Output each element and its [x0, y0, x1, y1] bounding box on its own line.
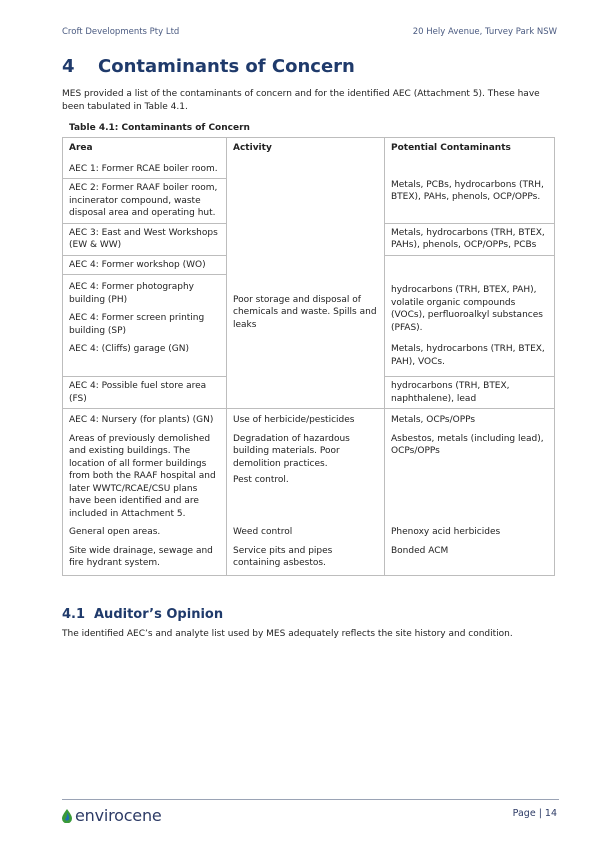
activity-text: Degradation of hazardous building materials. Poor demolition practices.: [233, 433, 350, 469]
company-logo: [62, 806, 162, 825]
contaminants-table: [62, 137, 555, 576]
area-cell: AEC 1: Former RCAE boiler room.: [63, 160, 227, 179]
column-header-area: Area: [69, 143, 93, 153]
contaminants-cell: Phenoxy acid herbicides: [385, 523, 555, 542]
area-cell: General open areas.: [69, 527, 161, 537]
table-row: [63, 523, 555, 542]
table-row: [63, 430, 555, 524]
area-cell: AEC 4: Former workshop (WO): [63, 255, 227, 275]
table-row: [63, 542, 555, 576]
contaminants-cell: Metals, OCPs/OPPs: [385, 409, 555, 430]
page-number: Page | 14: [512, 808, 557, 819]
section-number: 4: [62, 56, 75, 77]
section-title: Contaminants of Concern: [98, 56, 355, 77]
section-intro: MES provided a list of the contaminants of concern and for the identified AEC (Attachment 5). These have been tabulated in Table 4.1.: [62, 89, 540, 112]
table-row: [63, 409, 555, 430]
area-cell: AEC 4: Nursery (for plants) (GN): [69, 415, 214, 425]
activity-cell: Use of herbicide/pesticides: [227, 409, 385, 430]
subsection-text: The identified AEC’s and analyte list used by MES adequately reflects the site history and condition.: [62, 629, 513, 639]
contaminants-cell: Metals, hydrocarbons (TRH, BTEX, PAHs), phenols, OCP/OPPs, PCBs: [385, 223, 555, 255]
table-row: [63, 160, 555, 179]
area-cell: AEC 4: Former photography building (PH): [69, 282, 195, 305]
leaf-drop-icon: [62, 809, 72, 823]
activity-cell: Weed control: [227, 523, 385, 542]
table-header-row: [63, 138, 555, 160]
contaminants-cell: Bonded ACM: [385, 542, 555, 576]
column-header-contaminants: Potential Contaminants: [385, 138, 555, 160]
area-cell: AEC 2: Former RAAF boiler room, incinerator compound, waste disposal area and operating hut.: [63, 179, 227, 224]
subsection-title: Auditor’s Opinion: [94, 607, 224, 622]
subsection-number: 4.1: [62, 607, 86, 622]
contaminants-cell: hydrocarbons (TRH, BTEX, naphthalene), lead: [385, 377, 555, 409]
area-cell: AEC 4: (Cliffs) garage (GN): [63, 340, 227, 377]
contaminants-cell: Metals, PCBs, hydrocarbons (TRH, BTEX), PAHs, phenols, OCP/OPPs.: [385, 160, 555, 224]
area-cell: AEC 4: Former screen printing building (SP): [69, 313, 205, 336]
header-company: Croft Developments Pty Ltd: [62, 27, 180, 37]
contaminants-cell: Metals, hydrocarbons (TRH, BTEX, PAH), VOCs.: [385, 340, 555, 377]
area-cell: AEC 4: Possible fuel store area (FS): [63, 377, 227, 409]
area-cell: Site wide drainage, sewage and fire hydrant system.: [69, 545, 213, 568]
logo-text: envirocene: [75, 806, 162, 825]
footer-divider: [62, 799, 559, 800]
activity-text: Pest control.: [233, 475, 289, 485]
area-cell: Areas of previously demolished and existing buildings. The location of all former buildings from both the RAAF hospital and later WWTC/RCAE/CSU plans have been identified and are included in Attachment 5.: [69, 433, 216, 519]
activity-cell: Poor storage and disposal of chemicals and waste. Spills and leaks: [227, 160, 385, 409]
area-cell: AEC 3: East and West Workshops (EW & WW): [63, 223, 227, 255]
column-header-activity: Activity: [227, 138, 385, 160]
activity-cell: [227, 430, 385, 524]
activity-cell: Service pits and pipes containing asbestos.: [227, 542, 385, 576]
contaminants-cell: hydrocarbons (TRH, BTEX, PAH), volatile organic compounds (VOCs), perfluoroalkyl substances (PFAS).: [385, 255, 555, 340]
header-address: 20 Hely Avenue, Turvey Park NSW: [412, 27, 557, 37]
table-caption: Table 4.1: Contaminants of Concern: [69, 123, 250, 133]
subsection-heading: [62, 607, 223, 622]
contaminants-cell: Asbestos, metals (including lead), OCPs/OPPs: [385, 430, 555, 524]
section-heading: [62, 56, 355, 77]
